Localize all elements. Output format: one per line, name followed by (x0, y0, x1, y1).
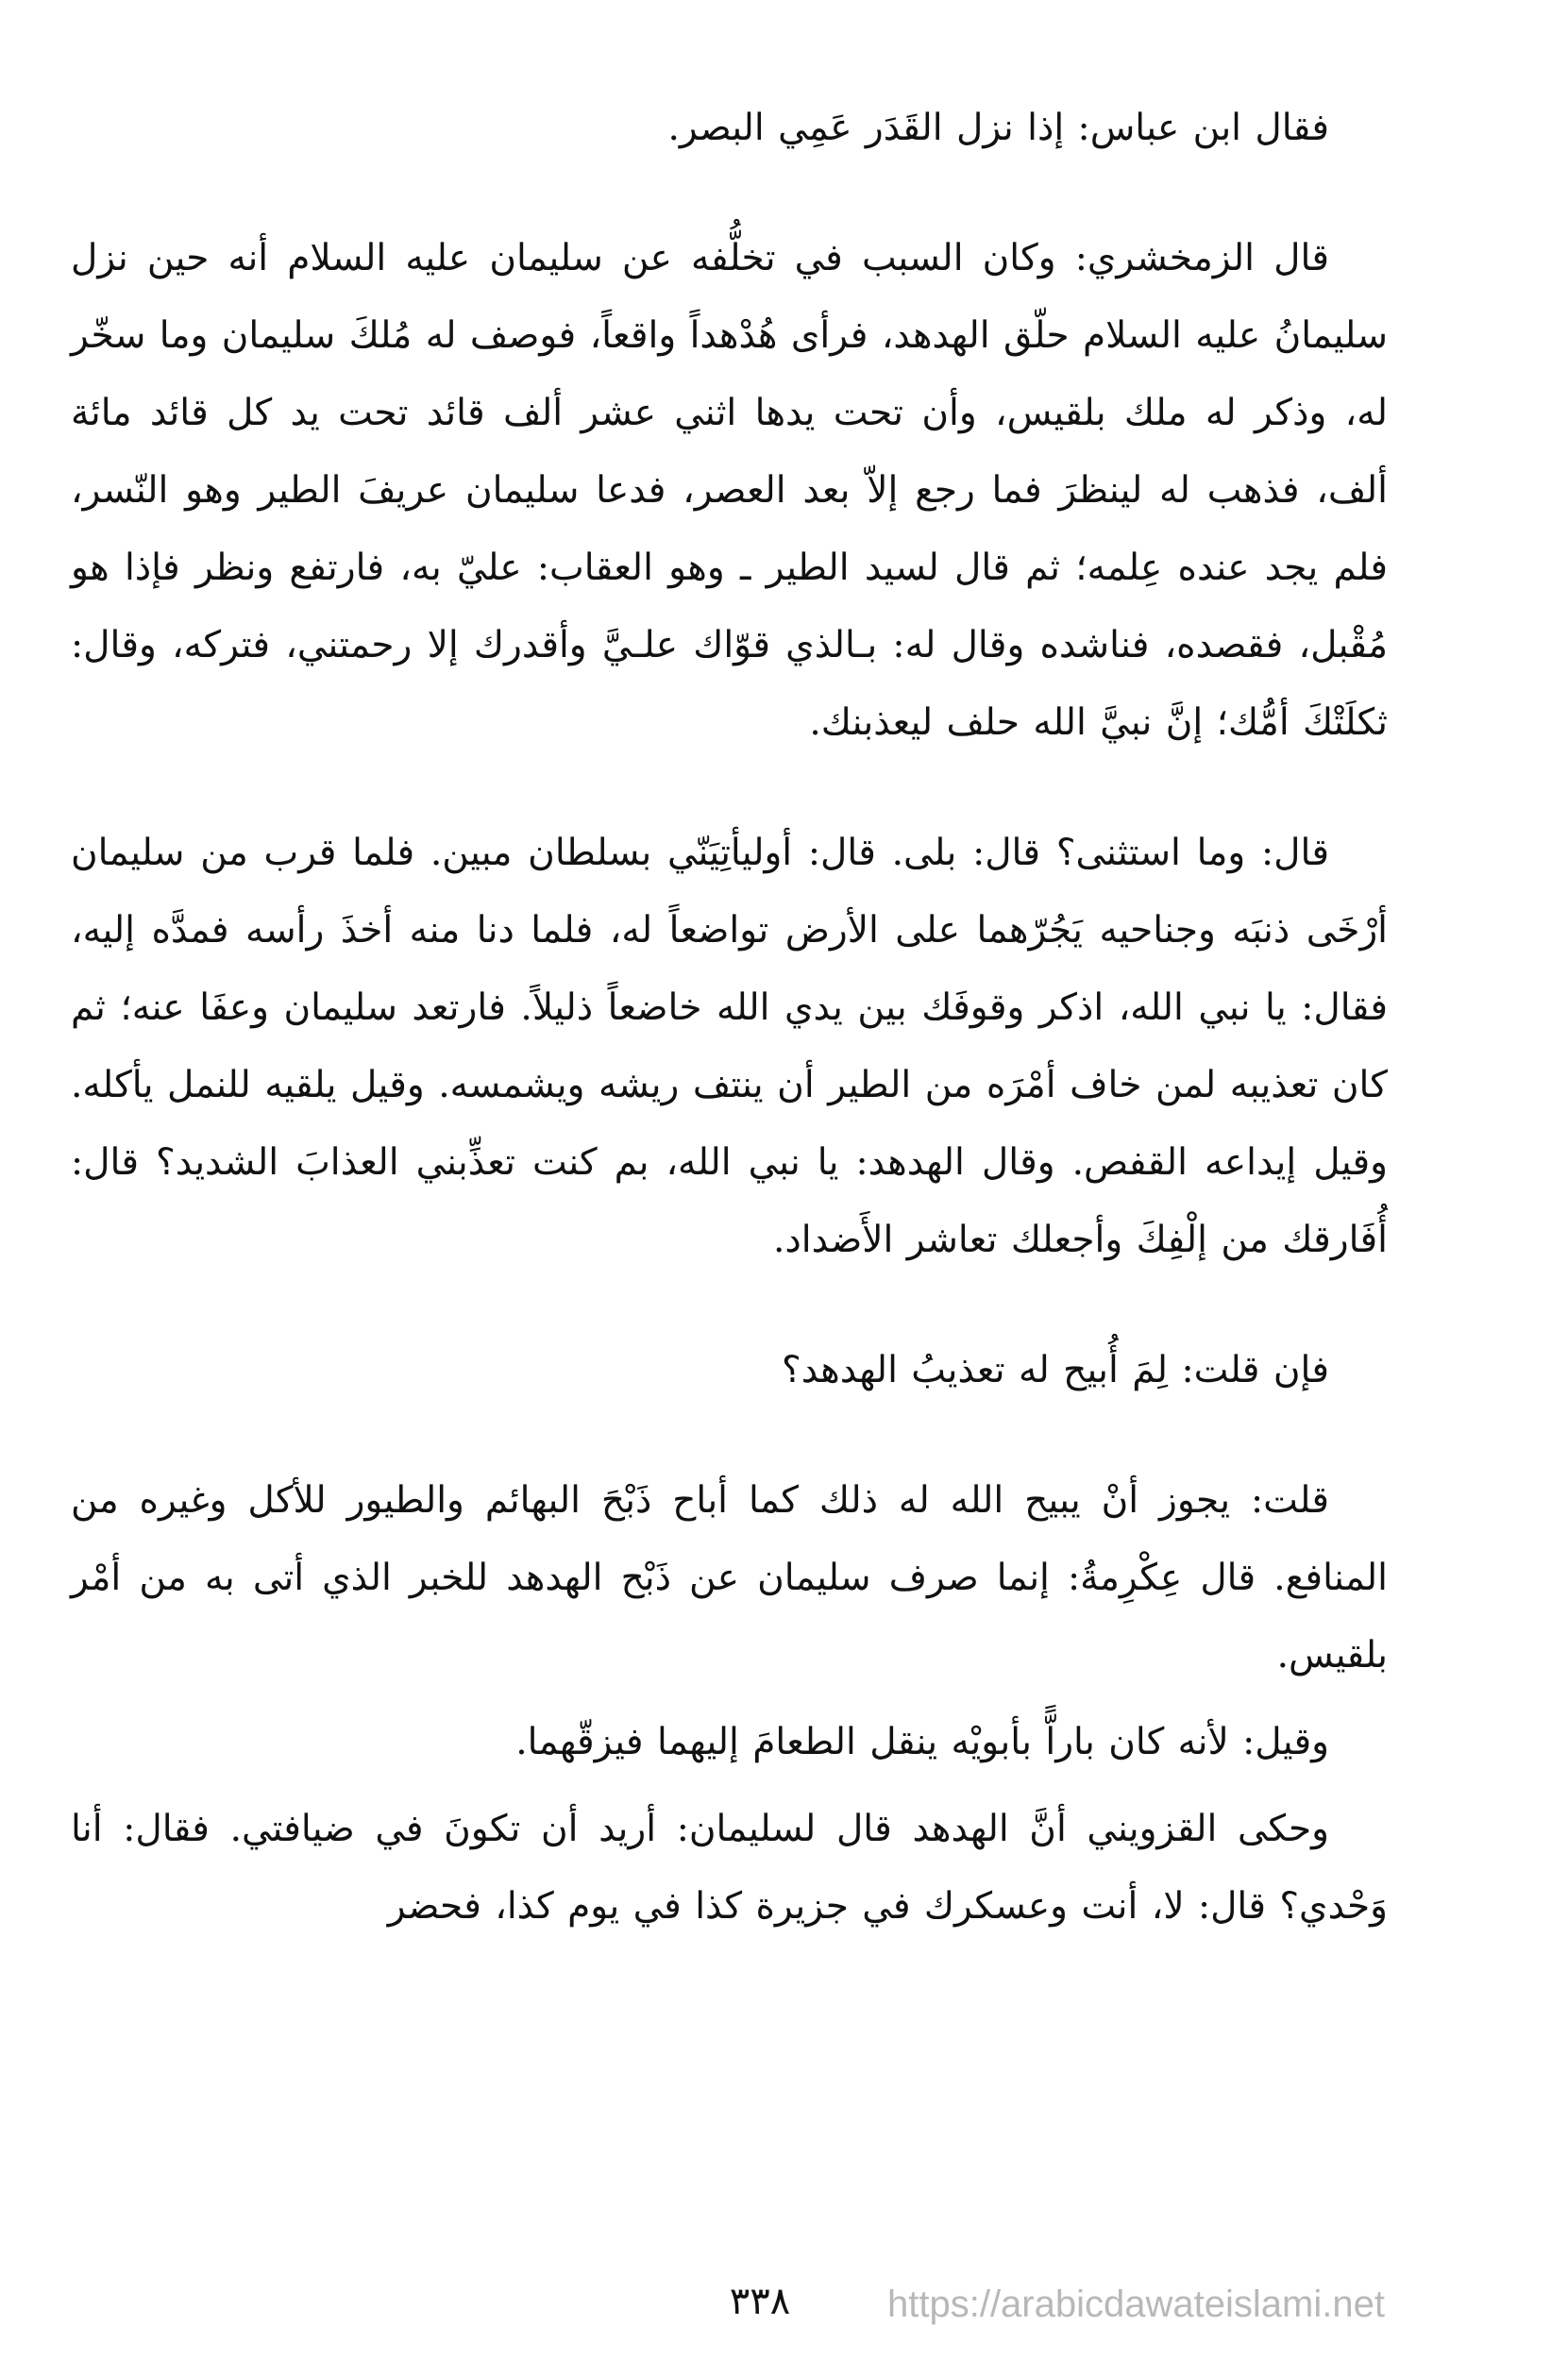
source-watermark: https://arabicdawateislami.net (887, 2283, 1385, 2325)
paragraph-qazwini: وحكى القزويني أنَّ الهدهد قال لسليمان: أريد أن تكونَ في ضيافتي. فقال: أنا وَحْدي؟ قال: لا، أنت وعسكرك في جزيرة كذا في يوم كذا، فحضر (71, 1808, 1388, 1928)
paragraph-answer: قلت: يجوز أنْ يبيح الله له ذلك كما أباح ذَبْحَ البهائم والطيور للأكل وغيره من المنافع. قال عِكْرِمةُ: إنما صرف سليمان عن ذَبْح الهدهد للخبر الذي أتى به من أمْر بلقيس. (71, 1479, 1388, 1677)
paragraph-hoopoe-pardon: قال: وما استثنى؟ قال: بلى. قال: أوليأتِيَنّي بسلطان مبين. فلما قرب من سليمان أرْخَى ذنبَه وجناحيه يَجُرّهما على الأرض تواضعاً له، فلما دنا منه أخذَ رأسه فمدَّه إليه، فقال: يا نبي الله، اذكر وقوفَك بين يدي الله خاضعاً ذليلاً. فارتعد سليمان وعفَا عنه؛ ثم كان تعذيبه لمن خاف أمْرَه من الطير أن ينتف ريشه ويشمسه. وقيل يلقيه للنمل يأكله. وقيل إيداعه القفص. وقال الهدهد: يا نبي الله، بم كنت تعذِّبني العذابَ الشديد؟ قال: أُفَارقك من إلْفِكَ وأجعلك تعاشر الأَضداد. (71, 832, 1388, 1261)
paragraph-question: فإن قلت: لِمَ أُبيح له تعذيبُ الهدهد؟ (782, 1349, 1329, 1391)
paragraph-dutiful-to-parents: وقيل: لأنه كان باراًّ بأبويْه ينقل الطعامَ إليهما فيزقّهما. (515, 1721, 1329, 1763)
page-body (71, 90, 1388, 2289)
paragraph-zamakhshari: قال الزمخشري: وكان السبب في تخلُّفه عن سليمان عليه السلام أنه حين نزل سليمانُ عليه السلام حلّق الهدهد، فرأى هُدْهداً واقعاً، فوصف له مُلكَ سليمان وما سخّر له، وذكر له ملك بلقيس، وأن تحت يدها اثني عشر ألف قائد تحت يد كل قائد مائة ألف، فذهب له لينظرَ فما رجع إلاّ بعد العصر، فدعا سليمان عريفَ الطير وهو النّسر، فلم يجد عنده عِلمه؛ ثم قال لسيد الطير ـ وهو العقاب: عليّ به، فارتفع ونظر فإذا هو مُقْبل، فقصده، فناشده وقال له: بـالذي قوّاك علـيَّ وأقدرك إلا رحمتني، فتركه، وقال: ثكلَتْكَ أمُّك؛ إنَّ نبيَّ الله حلف ليعذبنك. (71, 237, 1388, 744)
page-number: ٣٣٨ (729, 2280, 791, 2323)
paragraph-ibn-abbas: فقال ابن عباس: إذا نزل القَدَر عَمِي البصر. (667, 107, 1329, 149)
